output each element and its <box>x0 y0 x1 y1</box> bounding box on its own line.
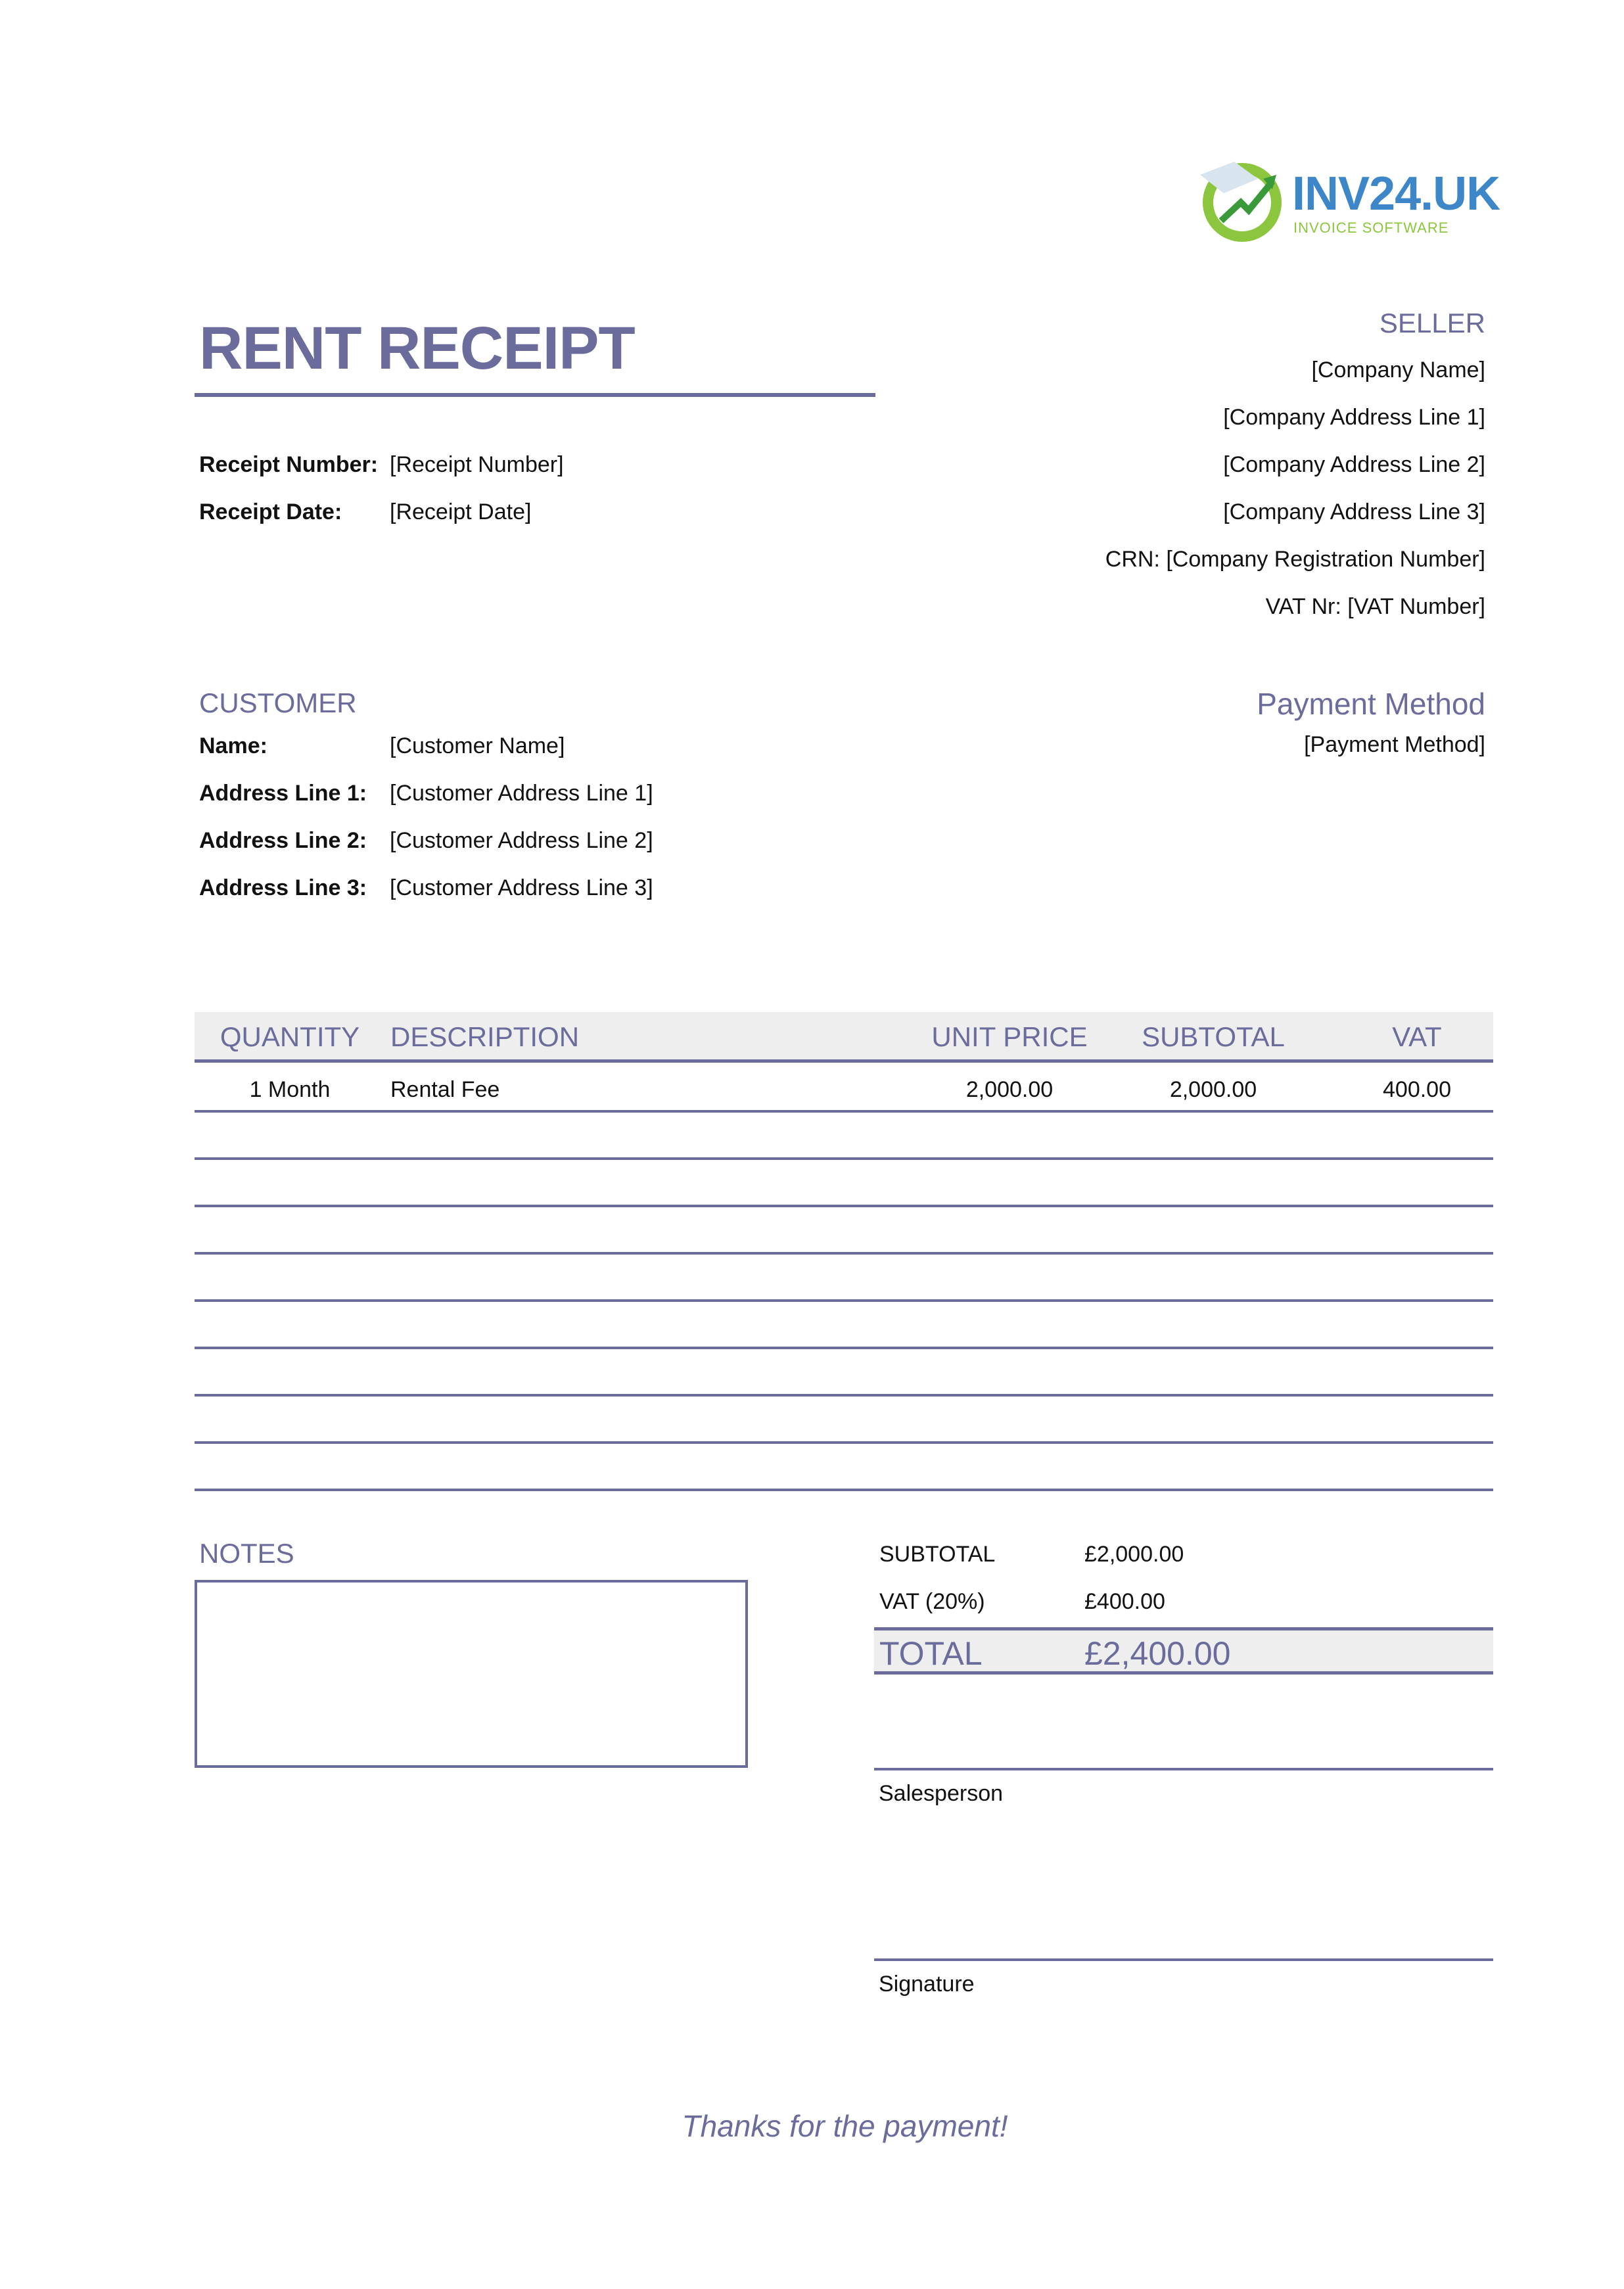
cell-subtotal: 2,000.00 <box>1169 1077 1257 1102</box>
receipt-number-value: [Receipt Number] <box>390 452 564 477</box>
cell-unit-price: 2,000.00 <box>965 1077 1054 1102</box>
receipt-number-row <box>199 452 725 489</box>
total-value: £2,400.00 <box>1084 1635 1231 1672</box>
customer-heading: CUSTOMER <box>199 687 357 718</box>
table-row <box>195 1299 1493 1349</box>
table-row <box>195 1157 1493 1207</box>
table-header <box>195 1012 1493 1063</box>
seller-address-line-2: [Company Address Line 2] <box>1223 452 1485 477</box>
customer-address-2-label: Address Line 2: <box>199 828 367 853</box>
logo-mark-icon <box>1195 155 1287 247</box>
table-row <box>195 1394 1493 1444</box>
vat-label: VAT (20%) <box>879 1589 985 1614</box>
customer-name-value: [Customer Name] <box>390 733 565 758</box>
customer-name-label: Name: <box>199 733 267 758</box>
header-unit-price: UNIT PRICE <box>931 1021 1088 1052</box>
customer-address-3-value: [Customer Address Line 3] <box>390 875 653 900</box>
cell-vat: 400.00 <box>1383 1077 1451 1102</box>
notes-heading: NOTES <box>199 1538 294 1569</box>
cell-description: Rental Fee <box>390 1077 500 1102</box>
receipt-date-value: [Receipt Date] <box>390 499 532 524</box>
table-row <box>195 1063 1493 1113</box>
header-description: DESCRIPTION <box>390 1021 580 1052</box>
subtotal-value: £2,000.00 <box>1084 1542 1184 1567</box>
seller-address-line-3: [Company Address Line 3] <box>1223 499 1485 524</box>
signature-line <box>874 1958 1493 1961</box>
signature-label: Signature <box>879 1972 975 1997</box>
payment-method-value: [Payment Method] <box>1304 732 1485 757</box>
vat-value: £400.00 <box>1084 1589 1165 1614</box>
header-vat: VAT <box>1392 1021 1442 1052</box>
logo-tagline: INVOICE SOFTWARE <box>1293 220 1449 236</box>
salesperson-label: Salesperson <box>879 1781 1004 1806</box>
receipt-number-label: Receipt Number: <box>199 452 379 477</box>
table-row <box>195 1110 1493 1160</box>
seller-company-name: [Company Name] <box>1311 358 1485 382</box>
notes-box[interactable] <box>195 1580 748 1768</box>
customer-address-2-value: [Customer Address Line 2] <box>390 828 653 853</box>
subtotal-label: SUBTOTAL <box>879 1542 996 1567</box>
payment-method-heading: Payment Method <box>1257 687 1485 721</box>
total-label: TOTAL <box>879 1635 983 1672</box>
header-subtotal: SUBTOTAL <box>1142 1021 1285 1052</box>
seller-vat-number: VAT Nr: [VAT Number] <box>1265 594 1485 619</box>
document-title: RENT RECEIPT <box>199 315 635 382</box>
seller-heading: SELLER <box>1379 308 1485 338</box>
company-logo <box>1195 155 1500 247</box>
receipt-date-label: Receipt Date: <box>199 499 342 524</box>
salesperson-line <box>874 1768 1493 1770</box>
customer-address-1-value: [Customer Address Line 1] <box>390 781 653 806</box>
customer-address-3-label: Address Line 3: <box>199 875 367 900</box>
title-underline <box>195 393 875 397</box>
customer-address-1-label: Address Line 1: <box>199 781 367 806</box>
seller-address-line-1: [Company Address Line 1] <box>1223 405 1485 430</box>
table-row <box>195 1252 1493 1302</box>
cell-quantity: 1 Month <box>249 1077 331 1102</box>
table-row <box>195 1441 1493 1491</box>
header-quantity: QUANTITY <box>220 1021 360 1052</box>
thanks-message: Thanks for the payment! <box>682 2109 1008 2143</box>
seller-crn: CRN: [Company Registration Number] <box>1105 547 1485 572</box>
logo-wordmark: INV24.UK <box>1292 168 1500 220</box>
total-row <box>874 1627 1493 1675</box>
table-row <box>195 1347 1493 1397</box>
receipt-date-row <box>199 499 725 536</box>
table-row <box>195 1205 1493 1255</box>
